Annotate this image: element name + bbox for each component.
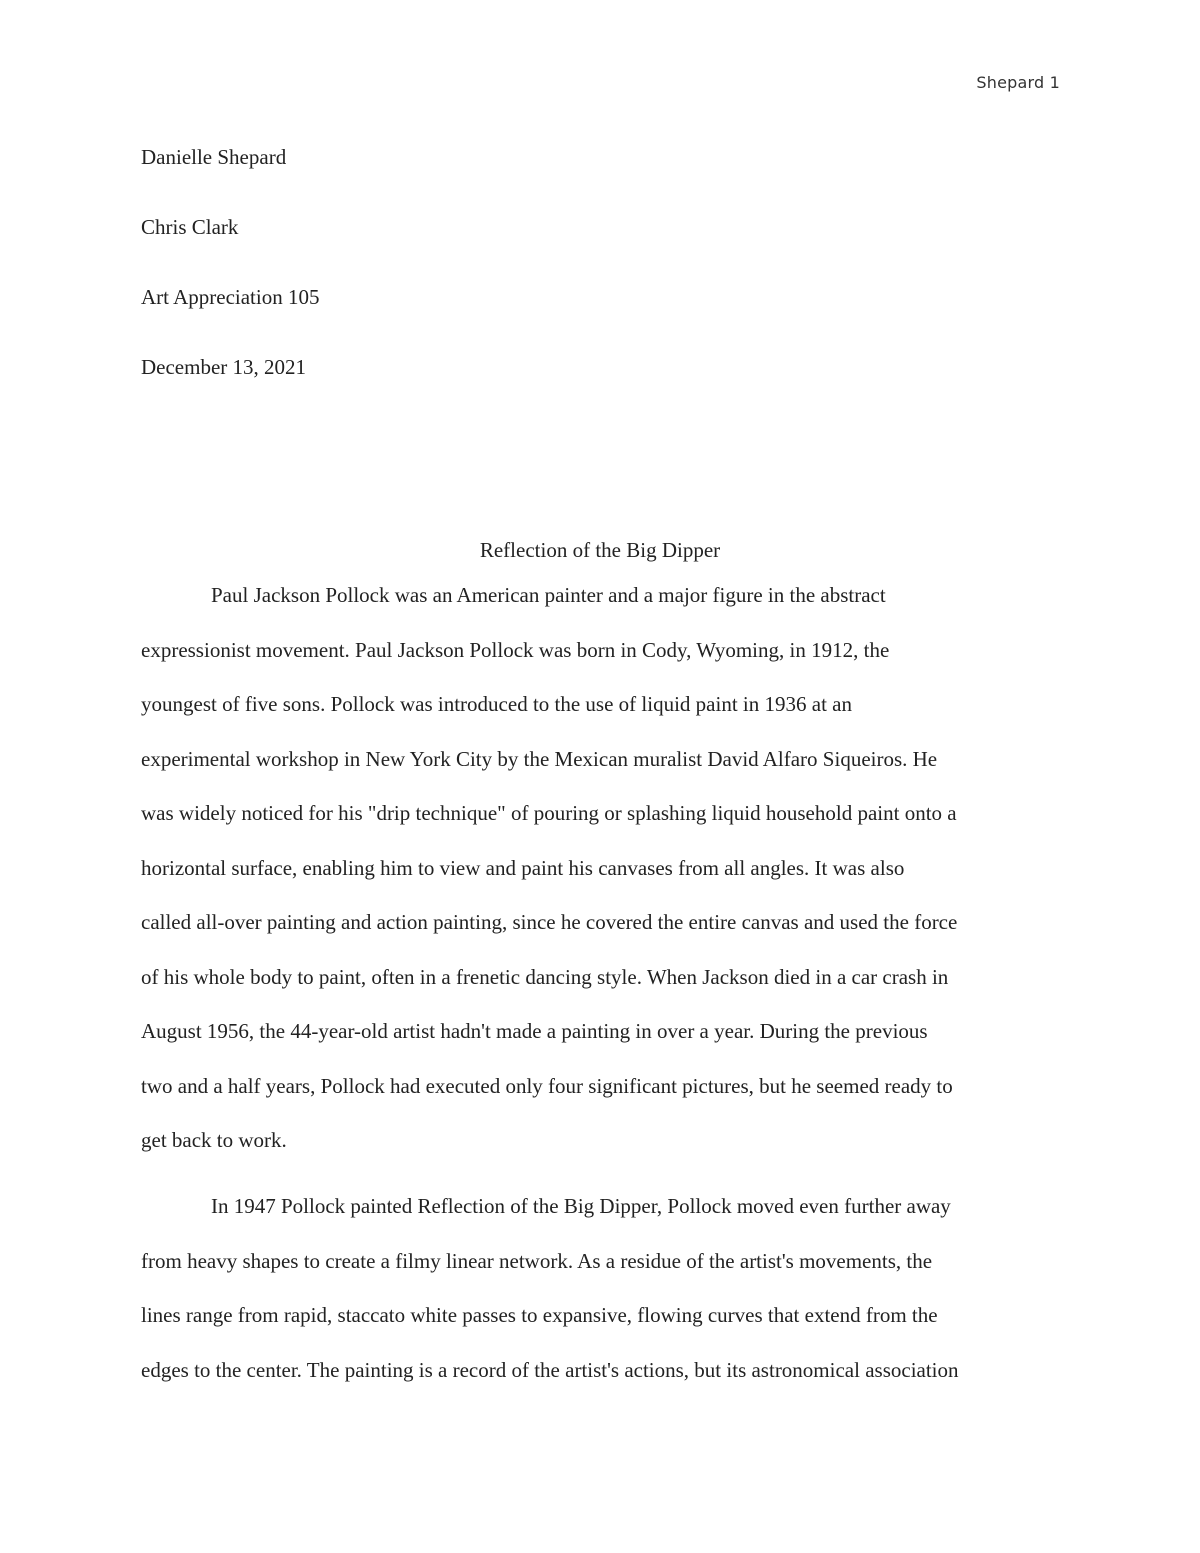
paragraph-line: August 1956, the 44-year-old artist hadn't made a painting in over a year. During the previous [141,1019,928,1043]
paragraph-line: youngest of five sons. Pollock was introduced to the use of liquid paint in 1936 at an [141,692,852,716]
running-head: Shepard 1 [976,73,1060,92]
paragraph-line: edges to the center. The painting is a record of the artist's actions, but its astronomical association [141,1357,959,1382]
mla-heading [141,140,319,420]
paragraph-line: lines range from rapid, staccato white passes to expansive, flowing curves that extend from the [141,1303,938,1327]
paragraph-line: Paul Jackson Pollock was an American painter and a major figure in the abstract [211,583,886,607]
paragraph-line: get back to work. [141,1128,287,1152]
paragraph-line: from heavy shapes to create a filmy linear network. As a residue of the artist's movements, the [141,1248,933,1273]
paragraph-1 [141,578,1059,1178]
paragraph-line: In 1947 Pollock painted Reflection of the Big Dipper, Pollock moved even further away [211,1194,951,1218]
paragraph-line: called all-over painting and action painting, since he covered the entire canvas and used the force [141,910,958,934]
paragraph-line: expressionist movement. Paul Jackson Pollock was born in Cody, Wyoming, in 1912, the [141,637,890,662]
paragraph-2 [141,1189,1059,1407]
paragraph-line: two and a half years, Pollock had executed only four significant pictures, but he seemed ready to [141,1073,953,1098]
course-name: Art Appreciation 105 [141,285,320,309]
paragraph-line: horizontal surface, enabling him to view and paint his canvases from all angles. It was also [141,855,905,880]
instructor-name: Chris Clark [141,215,239,239]
document-title: Reflection of the Big Dipper [479,538,721,562]
document-date: December 13, 2021 [141,355,307,379]
paragraph-line: was widely noticed for his "drip technique" of pouring or splashing liquid household paint onto a [141,801,957,825]
paragraph-line: of his whole body to paint, often in a frenetic dancing style. When Jackson died in a car crash in [141,964,949,989]
author-name: Danielle Shepard [141,145,287,169]
paragraph-line: experimental workshop in New York City by the Mexican muralist David Alfaro Siqueiros. He [141,746,938,771]
